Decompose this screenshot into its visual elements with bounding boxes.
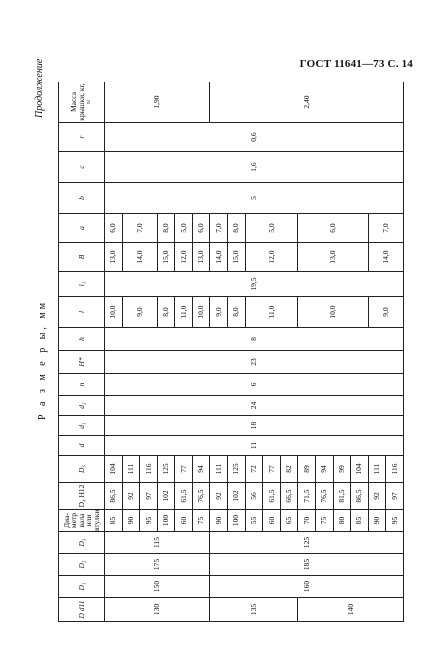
cell-shaft-d: 85 <box>105 510 123 532</box>
cell-H: 23 <box>105 351 404 374</box>
cell-B: 14,0 <box>210 243 228 272</box>
cell-d2: 24 <box>105 396 404 416</box>
cell-l: 9,0 <box>368 297 403 328</box>
page-header: ГОСТ 11641—73 С. 14 <box>299 58 413 70</box>
cell-l: 8,0 <box>157 297 175 328</box>
cell-D5: 104 <box>351 456 369 483</box>
col-header-c: c <box>59 152 105 183</box>
col-header-d: d <box>59 436 105 456</box>
cell-D5: 77 <box>175 456 193 483</box>
cell-shaft-d: 80 <box>333 510 351 532</box>
cell-D4: 66,5 <box>280 483 298 510</box>
cell-D5: 111 <box>368 456 386 483</box>
cell-D5: 111 <box>210 456 228 483</box>
cell-D5: 125 <box>228 456 246 483</box>
cell-a: 6,0 <box>192 214 210 243</box>
cell-shaft-d: 75 <box>192 510 210 532</box>
col-header-d2: d₂ <box>59 396 105 416</box>
cell-b: 5 <box>105 183 404 214</box>
cell-l: 10,0 <box>192 297 210 328</box>
cell-D4: 97 <box>140 483 158 510</box>
cell-B: 13,0 <box>298 243 368 272</box>
cell-c: 1,6 <box>105 152 404 183</box>
cell-a: 6,0 <box>105 214 123 243</box>
cell-l: 8,0 <box>228 297 246 328</box>
col-header-n: n <box>59 374 105 396</box>
cell-D4: 92 <box>122 483 140 510</box>
cell-D4: 61,5 <box>263 483 281 510</box>
cell-shaft-d: 75 <box>315 510 333 532</box>
col-header-D5: D₅ <box>59 456 105 483</box>
cell-d1: 18 <box>105 416 404 436</box>
cell-l: 10,0 <box>105 297 123 328</box>
cell-D5: 125 <box>157 456 175 483</box>
cell-d: 11 <box>105 436 404 456</box>
cell-B: 12,0 <box>245 243 298 272</box>
cell-D5: 82 <box>280 456 298 483</box>
cell-D2: 185 <box>210 554 404 576</box>
cell-shaft-d: 90 <box>122 510 140 532</box>
cell-a: 8,0 <box>228 214 246 243</box>
cell-D5: 89 <box>298 456 316 483</box>
col-header-r: r <box>59 123 105 152</box>
cell-l: 9,0 <box>122 297 157 328</box>
cell-D4: 81,5 <box>333 483 351 510</box>
cell-D4: 71,5 <box>298 483 316 510</box>
cell-B: 14,0 <box>368 243 403 272</box>
cell-a: 8,0 <box>157 214 175 243</box>
cell-shaft-d: 85 <box>351 510 369 532</box>
cell-D4: 97 <box>386 483 404 510</box>
cell-D: 140 <box>298 598 404 622</box>
cell-a: 7,0 <box>210 214 228 243</box>
table-caption: Р а з м е р ы, мм <box>37 299 48 420</box>
cell-a: 5,0 <box>245 214 298 243</box>
cell-shaft-d: 100 <box>157 510 175 532</box>
cell-D5: 116 <box>386 456 404 483</box>
cell-l: 11,0 <box>175 297 193 328</box>
cell-shaft-d: 100 <box>228 510 246 532</box>
cell-D4: 102 <box>228 483 246 510</box>
cell-D5: 77 <box>263 456 281 483</box>
cell-mass: 2,40 <box>210 82 404 123</box>
cell-l: 9,0 <box>210 297 228 328</box>
cell-D4: 76,5 <box>192 483 210 510</box>
col-header-l1: l₁ <box>59 272 105 297</box>
cell-shaft-d: 95 <box>386 510 404 532</box>
col-header-shaft-diameter: Диа-метр вала или втулки <box>59 510 105 532</box>
cell-D: 135 <box>210 598 298 622</box>
continuation-label: Продолжение <box>34 58 45 118</box>
cell-a: 5,0 <box>175 214 193 243</box>
cell-shaft-d: 95 <box>140 510 158 532</box>
col-header-H: H* <box>59 351 105 374</box>
cell-D5: 111 <box>122 456 140 483</box>
cell-n: 6 <box>105 374 404 396</box>
col-header-mass: Масса крышки, кг, ≈ <box>59 82 105 123</box>
cell-l: 11,0 <box>245 297 298 328</box>
col-header-D4: D₄ H12 <box>59 483 105 510</box>
col-header-D2: D₂ <box>59 554 105 576</box>
col-header-B: B <box>59 243 105 272</box>
col-header-D: D d11 <box>59 598 105 622</box>
cell-B: 13,0 <box>192 243 210 272</box>
cell-D3: 115 <box>105 532 210 554</box>
col-header-a: a <box>59 214 105 243</box>
col-header-h: h <box>59 328 105 351</box>
cell-D4: 61,5 <box>175 483 193 510</box>
cell-D5: 94 <box>315 456 333 483</box>
cell-mass: 1,90 <box>105 82 210 123</box>
cell-shaft-d: 70 <box>298 510 316 532</box>
cell-D5: 72 <box>245 456 263 483</box>
cell-D4: 56 <box>245 483 263 510</box>
cell-D1: 160 <box>210 576 404 598</box>
cell-a: 7,0 <box>368 214 403 243</box>
dimensions-table-frame <box>58 82 404 622</box>
cell-B: 13,0 <box>105 243 123 272</box>
cell-D4: 92 <box>210 483 228 510</box>
col-header-d1: d₁ <box>59 416 105 436</box>
cell-D4: 76,5 <box>315 483 333 510</box>
cell-D1: 150 <box>105 576 210 598</box>
cell-a: 6,0 <box>298 214 368 243</box>
cell-B: 15,0 <box>228 243 246 272</box>
cell-B: 12,0 <box>175 243 193 272</box>
dimensions-table <box>58 82 404 622</box>
cell-B: 15,0 <box>157 243 175 272</box>
cell-r: 0,6 <box>105 123 404 152</box>
cell-D5: 104 <box>105 456 123 483</box>
cell-D2: 175 <box>105 554 210 576</box>
cell-l: 10,0 <box>298 297 368 328</box>
cell-shaft-d: 65 <box>280 510 298 532</box>
col-header-D3: D₃ <box>59 532 105 554</box>
cell-D5: 99 <box>333 456 351 483</box>
cell-shaft-d: 55 <box>245 510 263 532</box>
cell-shaft-d: 60 <box>263 510 281 532</box>
cell-a: 7,0 <box>122 214 157 243</box>
cell-l1: 19,5 <box>105 272 404 297</box>
col-header-b: b <box>59 183 105 214</box>
cell-shaft-d: 60 <box>175 510 193 532</box>
cell-D4: 102 <box>157 483 175 510</box>
cell-B: 14,0 <box>122 243 157 272</box>
cell-D4: 86,5 <box>351 483 369 510</box>
cell-shaft-d: 90 <box>368 510 386 532</box>
cell-h: 8 <box>105 328 404 351</box>
col-header-l: l <box>59 297 105 328</box>
cell-D3: 125 <box>210 532 404 554</box>
cell-D5: 116 <box>140 456 158 483</box>
col-header-D1: D₁ <box>59 576 105 598</box>
cell-shaft-d: 90 <box>210 510 228 532</box>
cell-D: 130 <box>105 598 210 622</box>
cell-D5: 94 <box>192 456 210 483</box>
cell-D4: 86,5 <box>105 483 123 510</box>
cell-D4: 92 <box>368 483 386 510</box>
